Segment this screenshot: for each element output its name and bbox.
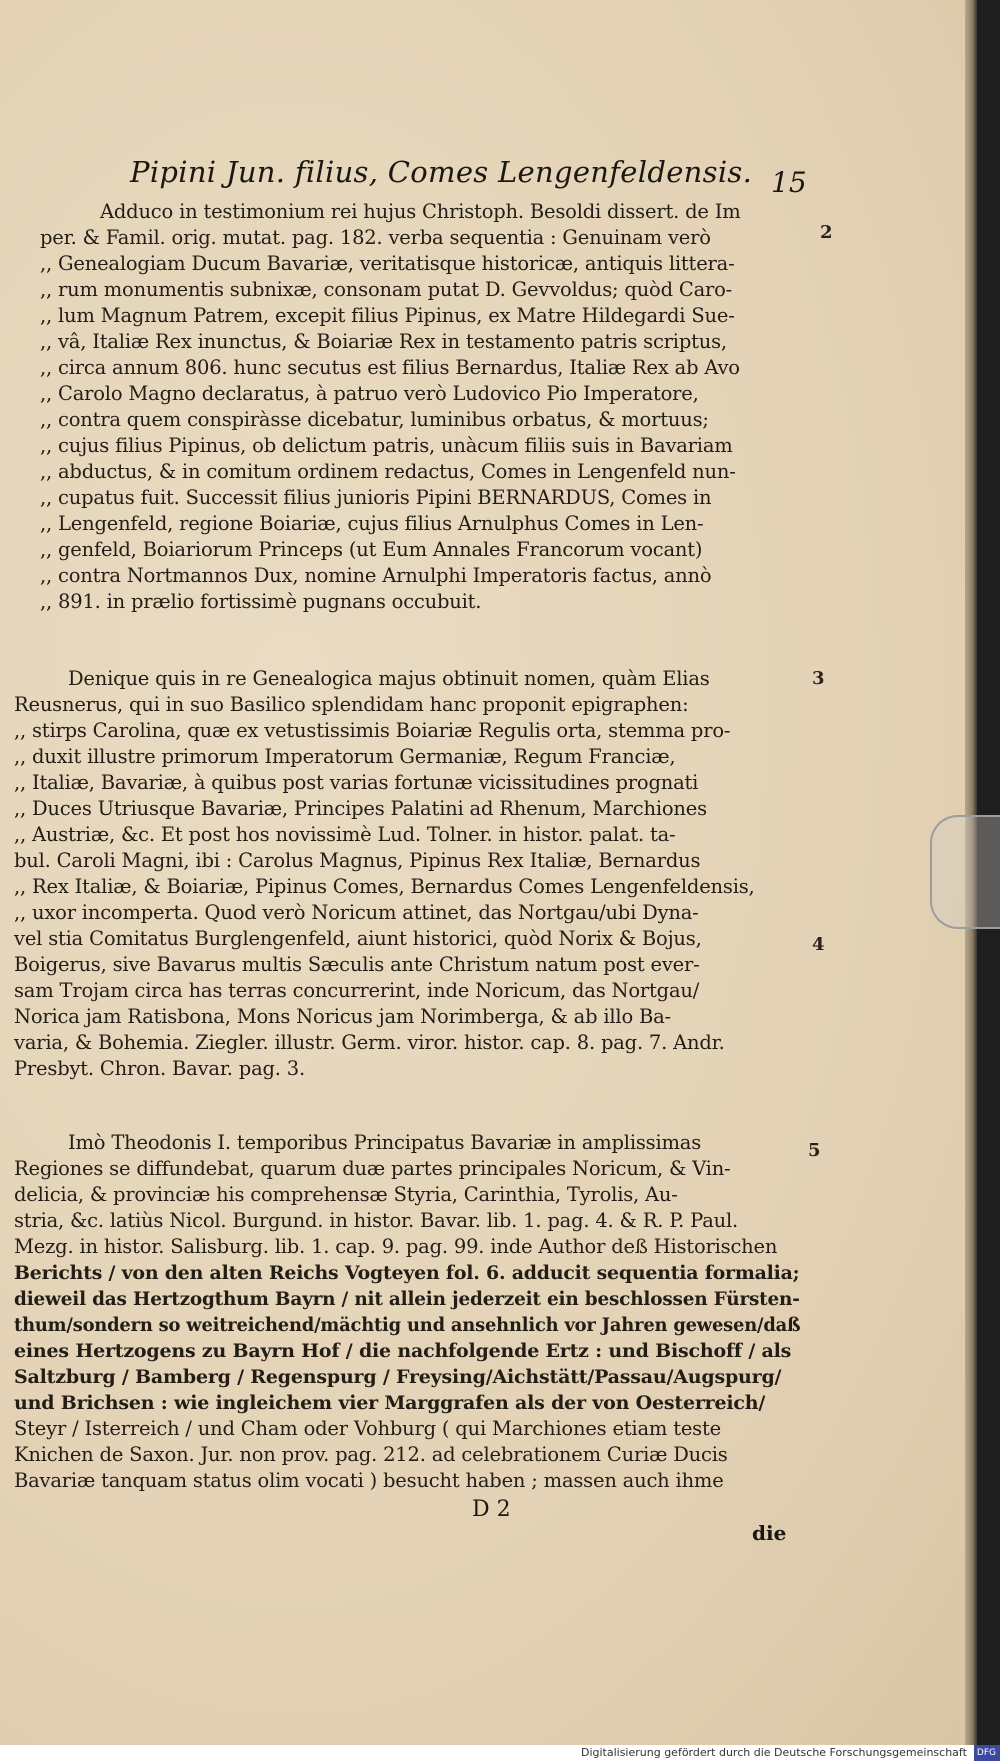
text-line: ,, Lengenfeld, regione Boiariæ, cujus filius Arnulphus Comes in Len-	[40, 512, 704, 535]
text-line: vel stia Comitatus Burglengenfeld, aiunt historici, quòd Norix & Bojus,	[14, 927, 702, 950]
text-line: Berichts / von den alten Reichs Vogteyen fol. 6. adducit sequentia formalia;	[14, 1262, 800, 1284]
margin-note-mark: 5	[808, 1140, 821, 1161]
text-line: ,, contra Nortmannos Dux, nomine Arnulphi Imperatoris factus, annò	[40, 564, 712, 587]
text-line: ,, rum monumentis subnixæ, consonam putat D. Gevvoldus; quòd Caro-	[40, 278, 733, 301]
catchword: die	[752, 1521, 787, 1545]
dfg-logo-icon: DFG	[974, 1745, 1000, 1761]
text-line: Denique quis in re Genealogica majus obtinuit nomen, quàm Elias	[68, 667, 710, 690]
footer-credit	[0, 1745, 1000, 1761]
text-line: ,, circa annum 806. hunc secutus est filius Bernardus, Italiæ Rex ab Avo	[40, 356, 740, 379]
text-line: ,, duxit illustre primorum Imperatorum Germaniæ, Regum Franciæ,	[14, 745, 676, 768]
text-line: ,, Italiæ, Bavariæ, à quibus post varias fortunæ vicissitudines prognati	[14, 771, 699, 794]
text-line: dieweil das Hertzogthum Bayrn / nit allein jederzeit ein beschlossen Fürsten-	[14, 1288, 800, 1310]
text-line: varia, & Bohemia. Ziegler. illustr. Germ. viror. histor. cap. 8. pag. 7. Andr.	[14, 1031, 725, 1054]
text-line: delicia, & provinciæ his comprehensæ Styria, Carinthia, Tyrolis, Au-	[14, 1183, 678, 1206]
text-line: ,, contra quem conspiràsse dicebatur, luminibus orbatus, & mortuus;	[40, 408, 709, 431]
text-line: Imò Theodonis I. temporibus Principatus Bavariæ in amplissimas	[68, 1131, 702, 1154]
text-line: Adduco in testimonium rei hujus Christoph. Besoldi dissert. de Im	[100, 200, 741, 223]
text-line: ,, stirps Carolina, quæ ex vetustissimis Boiariæ Regulis orta, stemma pro-	[14, 719, 731, 742]
text-line: ,, cupatus fuit. Successit filius junioris Pipini BERNARDUS, Comes in	[40, 486, 712, 509]
text-line: ,, vâ, Italiæ Rex inunctus, & Boiariæ Rex in testamento patris scriptus,	[40, 330, 727, 353]
text-line: ,, cujus filius Pipinus, ob delictum patris, unàcum filiis suis in Bavariam	[40, 434, 733, 457]
text-line: ,, Carolo Magno declaratus, à patruo verò Ludovico Pio Imperatore,	[40, 382, 699, 405]
text-line: sam Trojam circa has terras concurrerint, inde Noricum, das Nortgau/	[14, 979, 700, 1002]
text-line: Bavariæ tanquam status olim vocati ) besucht haben ; massen auch ihme	[14, 1469, 724, 1492]
page-number: 15	[771, 166, 807, 199]
text-line: ,, Austriæ, &c. Et post hos novissimè Lud. Tolner. in histor. palat. ta-	[14, 823, 676, 846]
text-line: und Brichsen : wie ingleichem vier Marggrafen als der von Oesterreich/	[14, 1392, 766, 1414]
margin-note-mark: 2	[820, 222, 833, 243]
text-line: Steyr / Isterreich / und Cham oder Vohburg ( qui Marchiones etiam teste	[14, 1417, 721, 1440]
text-line: Boigerus, sive Bavarus multis Sæculis ante Christum natum post ever-	[14, 953, 700, 976]
text-line: ,, abductus, & in comitum ordinem redactus, Comes in Lengenfeld nun-	[40, 460, 736, 483]
text-line: Knichen de Saxon. Jur. non prov. pag. 212. ad celebrationem Curiæ Ducis	[14, 1443, 728, 1466]
footer-text: Digitalisierung gefördert durch die Deutsche Forschungsgemeinschaft	[580, 1746, 967, 1759]
text-line: ,, lum Magnum Patrem, excepit filius Pipinus, ex Matre Hildegardi Sue-	[40, 304, 735, 327]
margin-note-mark: 4	[812, 934, 825, 955]
text-line: Reusnerus, qui in suo Basilico splendidam hanc proponit epigraphen:	[14, 693, 689, 716]
text-line: stria, &c. latiùs Nicol. Burgund. in histor. Bavar. lib. 1. pag. 4. & R. P. Paul.	[14, 1209, 739, 1232]
text-line: per. & Famil. orig. mutat. pag. 182. verba sequentia : Genuinam verò	[40, 226, 711, 249]
signature-mark: D 2	[472, 1497, 511, 1522]
text-line: thum/sondern so weitreichend/mächtig und ansehnlich vor Jahren gewesen/daß	[14, 1314, 801, 1336]
text-line: bul. Caroli Magni, ibi : Carolus Magnus, Pipinus Rex Italiæ, Bernardus	[14, 849, 701, 872]
text-line: Presbyt. Chron. Bavar. pag. 3.	[14, 1057, 305, 1080]
text-line: ,, Rex Italiæ, & Boiariæ, Pipinus Comes, Bernardus Comes Lengenfeldensis,	[14, 875, 755, 898]
text-line: Mezg. in histor. Salisburg. lib. 1. cap. 9. pag. 99. inde Author deß Historischen	[14, 1235, 778, 1258]
margin-note-mark: 3	[812, 668, 825, 689]
viewer-side-tab[interactable]	[930, 815, 1000, 929]
text-line: ,, genfeld, Boiariorum Princeps (ut Eum Annales Francorum vocant)	[40, 538, 703, 561]
text-line: Saltzburg / Bamberg / Regenspurg / Freysing/Aichstätt/Passau/Augspurg/	[14, 1366, 782, 1388]
text-line: eines Hertzogens zu Bayrn Hof / die nachfolgende Ertz : und Bischoff / als	[14, 1340, 792, 1362]
text-line: ,, Duces Utriusque Bavariæ, Principes Palatini ad Rhenum, Marchiones	[14, 797, 707, 820]
text-line: ,, Genealogiam Ducum Bavariæ, veritatisque historicæ, antiquis littera-	[40, 252, 735, 275]
text-line: ,, uxor incomperta. Quod verò Noricum attinet, das Nortgau/ubi Dyna-	[14, 901, 699, 924]
text-line: Regiones se diffundebat, quarum duæ partes principales Noricum, & Vin-	[14, 1157, 731, 1180]
text-line: ,, 891. in prælio fortissimè pugnans occubuit.	[40, 590, 482, 613]
text-line: Norica jam Ratisbona, Mons Noricus jam Norimberga, & ab illo Ba-	[14, 1005, 671, 1028]
running-title: Pipini Jun. filius, Comes Lengenfeldensis.	[130, 155, 753, 189]
